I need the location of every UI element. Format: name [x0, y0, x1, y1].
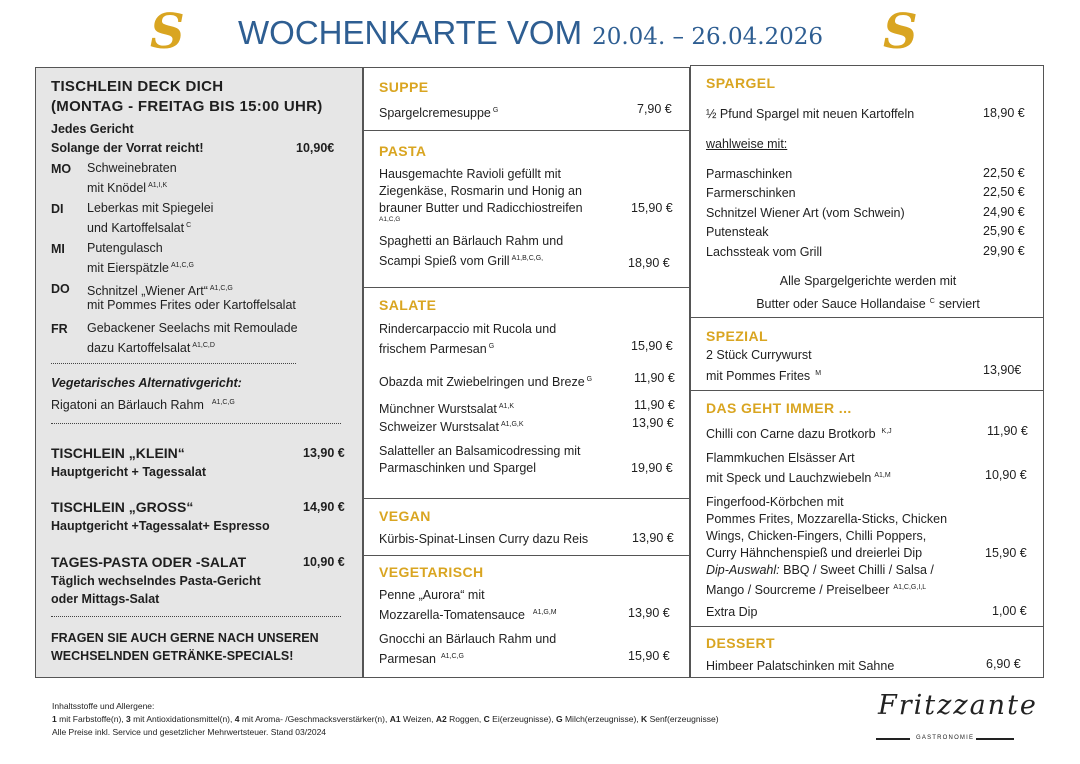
- menu-item-line: Curry Hähnchenspieß und dreierlei Dip: [706, 546, 923, 560]
- section-head-pasta: PASTA: [379, 143, 427, 159]
- menu-item-line: 2 Stück Currywurst: [706, 348, 812, 362]
- dotted-divider: [51, 363, 296, 364]
- logo-s-left-icon: S: [150, 4, 185, 60]
- day-dish-line2: mit Knödel $^{A1,I,K}$: [87, 181, 168, 195]
- day-dish-line2: mit Pommes Frites oder Kartoffelsalat: [87, 298, 296, 312]
- veg-alt-dish: Rigatoni an Bärlauch Rahm $^{A1,C,G}$: [51, 398, 235, 412]
- option-label: wahlweise mit:: [706, 137, 788, 151]
- klein-desc: Hauptgericht + Tagessalat: [51, 465, 207, 479]
- day-dish-line2: mit Eierspätzle $^{A1,C,G}$: [87, 261, 194, 275]
- menu-price: 13,90 €: [632, 531, 674, 545]
- footer-line-1: Inhaltsstoffe und Allergene:: [52, 701, 155, 711]
- menu-item-line: Rindercarpaccio mit Rucola und: [379, 322, 557, 336]
- menu-price: 6,90 €: [986, 657, 1021, 671]
- footer-legend: 1 mit Farbstoffe(n), 3 mit Antioxidationsmittel(n), 4 mit Aroma- /Geschmacksverstärker(n), A1 Weizen, A2 Roggen, C Ei(erzeugnisse), G Milch(erzeugnisse), K Senf(erzeugnisse): [52, 714, 719, 724]
- tischlein-title-2: (MONTAG - FREITAG BIS 15:00 UHR): [51, 98, 323, 115]
- section-divider: [364, 498, 689, 499]
- day-dish-line2: und Kartoffelsalat $^C$: [87, 221, 192, 235]
- menu-price: 13,90€: [983, 363, 1022, 377]
- footer-line-3: Alle Preise inkl. Service und gesetzlicher Mehrwertsteuer. Stand 03/2024: [52, 727, 327, 737]
- section-head-spargel: SPARGEL: [706, 75, 776, 91]
- menu-item-line: Salatteller an Balsamicodressing mit: [379, 444, 581, 458]
- menu-price: 15,90 €: [631, 339, 673, 353]
- menu-price: 13,90 €: [632, 416, 674, 430]
- day-label: FR: [51, 322, 68, 336]
- pasta-salat-desc-2: oder Mittags-Salat: [51, 592, 160, 606]
- menu-price: 19,90 €: [631, 461, 673, 475]
- klein-title: TISCHLEIN „KLEIN“: [51, 445, 185, 461]
- menu-price: 15,90 €: [985, 546, 1027, 560]
- section-divider: [364, 287, 689, 288]
- menu-item: Spargelcremesuppe $^G$: [379, 106, 499, 120]
- day-label: DO: [51, 282, 70, 296]
- dotted-divider: [51, 616, 341, 617]
- section-head-dessert: DESSERT: [706, 635, 775, 651]
- menu-item-line: mit Speck und Lauchzwiebeln $^{A1,M}$: [706, 471, 891, 485]
- day-dish-line1: Schweinebraten: [87, 161, 177, 175]
- tischlein-sub-2: Solange der Vorrat reicht!: [51, 141, 204, 155]
- allergen-footer: [52, 700, 719, 739]
- option-name: Lachssteak vom Grill: [706, 245, 823, 259]
- day-label: MI: [51, 242, 65, 256]
- tischlein-price: 10,90€: [296, 141, 335, 155]
- menu-item-line: Dip-Auswahl: BBQ / Sweet Chilli / Salsa /: [706, 563, 934, 577]
- brand-name: Fritzzante: [878, 690, 1038, 721]
- day-dish-line1: Putengulasch: [87, 241, 163, 255]
- section-divider: [364, 130, 689, 131]
- pasta-salat-desc-1: Täglich wechselndes Pasta-Gericht: [51, 574, 261, 588]
- menu-item: Kürbis-Spinat-Linsen Curry dazu Reis: [379, 532, 589, 546]
- section-divider: [364, 555, 689, 556]
- menu-item-line: Spaghetti an Bärlauch Rahm und: [379, 234, 564, 248]
- gross-price: 14,90 €: [303, 500, 345, 514]
- menu-item-line: Parmaschinken und Spargel: [379, 461, 537, 475]
- menu-item-line: mit Pommes Frites $^M$: [706, 369, 822, 383]
- menu-price: 7,90 €: [637, 102, 672, 116]
- column-main-dishes: [363, 67, 690, 678]
- menu-price: 15,90 €: [628, 649, 670, 663]
- menu-price: 11,90 €: [987, 424, 1028, 438]
- menu-price: 18,90 €: [628, 256, 670, 270]
- section-divider: [691, 390, 1043, 391]
- menu-price: 1,00 €: [992, 604, 1027, 618]
- menu-price: 15,90 €: [631, 201, 673, 215]
- menu-price: 13,90 €: [628, 606, 670, 620]
- menu-item-line: Parmesan $^{A1,C,G}$: [379, 652, 464, 666]
- option-price: 29,90 €: [983, 244, 1025, 258]
- column-specials: [690, 65, 1044, 678]
- menu-item-line: Scampi Spieß vom Grill $^{A1,B,C,G,}$: [379, 254, 544, 268]
- day-dish-line1: Schnitzel „Wiener Art“ $^{A1,C,G}$: [87, 284, 233, 298]
- day-dish-line1: Gebackener Seelachs mit Remoulade: [87, 321, 298, 335]
- pasta-salat-title: TAGES-PASTA ODER -SALAT: [51, 554, 247, 570]
- gross-title: TISCHLEIN „GROSS“: [51, 499, 194, 515]
- option-name: Parmaschinken: [706, 167, 793, 181]
- menu-item-line: Hausgemachte Ravioli gefüllt mit: [379, 167, 562, 181]
- option-price: 24,90 €: [983, 205, 1025, 219]
- brand-bar-right-icon: [976, 738, 1014, 740]
- menu-item-line: Ziegenkäse, Rosmarin und Honig an: [379, 184, 582, 198]
- column-tischlein: [35, 67, 363, 678]
- day-dish-line1: Leberkas mit Spiegelei: [87, 201, 214, 215]
- tischlein-title-1: TISCHLEIN DECK DICH: [51, 78, 224, 95]
- menu-item-line: Mango / Sourcreme / Preiselbeer $^{A1,C,G,I,L}$: [706, 583, 927, 597]
- section-head-immer: DAS GEHT IMMER ...: [706, 400, 852, 416]
- menu-item: Schweizer Wurstsalat $^{A1,G,K}$: [379, 420, 524, 434]
- day-label: MO: [51, 162, 72, 176]
- menu-item-line: Fingerfood-Körbchen mit: [706, 495, 844, 509]
- klein-price: 13,90 €: [303, 446, 345, 460]
- section-divider: [691, 317, 1043, 318]
- section-divider: [691, 626, 1043, 627]
- section-head-suppe: SUPPE: [379, 79, 429, 95]
- day-label: DI: [51, 202, 64, 216]
- menu-price: 18,90 €: [983, 106, 1025, 120]
- menu-price: 11,90 €: [634, 371, 675, 385]
- drinks-special-2: WECHSELNDEN GETRÄNKE-SPECIALS!: [51, 649, 294, 663]
- menu-item-line: Mozzarella-Tomatensauce $^{A1,G,M}$: [379, 608, 557, 622]
- veg-alt-title: Vegetarisches Alternativgericht:: [51, 376, 242, 390]
- title-dates: 20.04. – 26.04.2026: [592, 24, 824, 50]
- menu-item-line: brauner Butter und Radicchiostreifen: [379, 201, 583, 215]
- menu-item-line: Pommes Frites, Mozzarella-Sticks, Chicken: [706, 512, 948, 526]
- menu-item-line: Penne „Aurora“ mit: [379, 588, 485, 602]
- spargel-note-2: Butter oder Sauce Hollandaise $^C$ serviert: [756, 297, 980, 311]
- logo-s-right-icon: S: [883, 4, 918, 60]
- title-text: WOCHENKARTE VOM: [238, 14, 583, 51]
- brand-sub: GASTRONOMIE: [916, 735, 975, 741]
- option-name: Schnitzel Wiener Art (vom Schwein): [706, 206, 905, 220]
- menu-item-line: Gnocchi an Bärlauch Rahm und: [379, 632, 557, 646]
- section-head-vegan: VEGAN: [379, 508, 431, 524]
- menu-item: Münchner Wurstsalat $^{A1,K}$: [379, 402, 515, 416]
- day-dish-line2: dazu Kartoffelsalat $^{A1,C,D}$: [87, 341, 215, 355]
- menu-item-line: Wings, Chicken-Fingers, Chilli Poppers,: [706, 529, 927, 543]
- menu-item: Extra Dip: [706, 605, 758, 619]
- menu-item: Himbeer Palatschinken mit Sahne: [706, 659, 895, 673]
- option-price: 22,50 €: [983, 185, 1025, 199]
- gross-desc: Hauptgericht +Tagessalat+ Espresso: [51, 519, 270, 533]
- menu-item-allergen: A1,C,G: [379, 216, 401, 223]
- section-head-spezial: SPEZIAL: [706, 328, 768, 344]
- menu-item: Obazda mit Zwiebelringen und Breze $^G$: [379, 375, 593, 389]
- dotted-divider: [51, 423, 341, 424]
- menu-item: Chilli con Carne dazu Brotkorb $^{K,J}$: [706, 427, 892, 441]
- menu-price: 10,90 €: [985, 468, 1027, 482]
- option-name: Farmerschinken: [706, 186, 796, 200]
- option-price: 25,90 €: [983, 224, 1025, 238]
- tischlein-sub-1: Jedes Gericht: [51, 122, 134, 136]
- brand-logo: [872, 690, 1038, 750]
- menu-item-line: Flammkuchen Elsässer Art: [706, 451, 855, 465]
- brand-bar-left-icon: [876, 738, 910, 740]
- section-head-vegetarisch: VEGETARISCH: [379, 564, 484, 580]
- drinks-special-1: FRAGEN SIE AUCH GERNE NACH UNSEREN: [51, 631, 319, 645]
- spargel-note-1: Alle Spargelgerichte werden mit: [779, 274, 957, 288]
- menu-item-line: frischem Parmesan $^G$: [379, 342, 495, 356]
- pasta-salat-price: 10,90 €: [303, 555, 345, 569]
- menu-item: ½ Pfund Spargel mit neuen Kartoffeln: [706, 107, 915, 121]
- option-name: Putensteak: [706, 225, 769, 239]
- menu-price: 11,90 €: [634, 398, 675, 412]
- page-title: [238, 16, 823, 49]
- section-head-salate: SALATE: [379, 297, 437, 313]
- option-price: 22,50 €: [983, 166, 1025, 180]
